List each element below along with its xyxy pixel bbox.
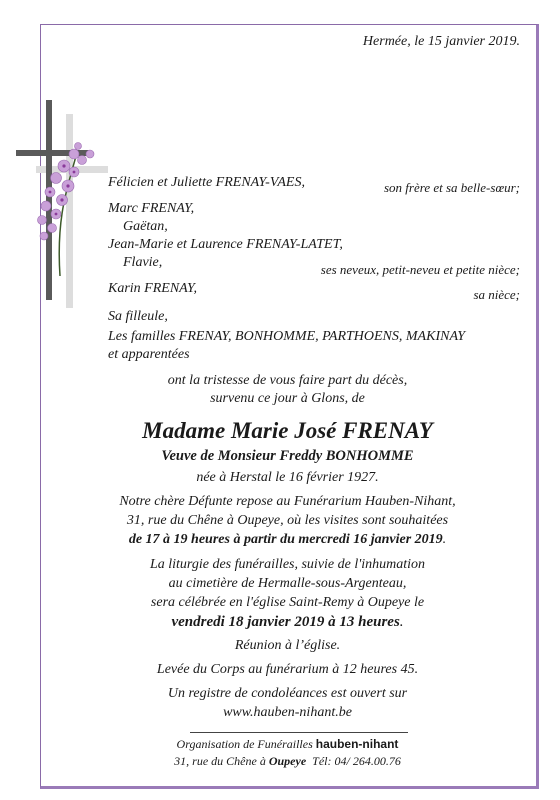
deceased-birth: née à Herstal le 16 février 1927. [196,470,379,485]
family-member: Les familles FRENAY, BONHOMME, PARTHOENS, MAKINAY [108,329,466,344]
family-member: et apparentées [108,347,190,362]
cross-with-orchid-icon [16,96,112,310]
family-member: Marc FRENAY, [108,201,195,216]
family-relation: son frère et sa belle-sœur; [384,180,520,195]
family-relation: ses neveux, petit-neveu et petite nièce; [320,262,520,277]
organizer-brand: hauben-nihant [315,737,399,751]
departure-note: Levée du Corps au funérarium à 12 heures 45. [156,662,419,677]
family-member: Félicien et Juliette FRENAY-VAES, [108,175,305,190]
footer-divider [190,732,408,733]
deceased-spouse: Veuve de Monsieur Freddy BONHOMME [161,448,414,464]
liturgy-line: au cimetière de Hermalle-sous-Argenteau, [168,576,407,591]
family-relation: sa nièce; [473,287,520,302]
registry-url[interactable]: www.hauben-nihant.be [223,705,352,720]
family-member: Jean-Marie et Laurence FRENAY-LATET, [108,237,343,252]
gathering-note: Réunion à l’église. [234,638,341,653]
funeral-datetime-text: vendredi 18 janvier 2019 à 13 heures [171,614,400,630]
organizer-town: Oupeye [268,754,307,768]
visit-line: 31, rue du Chêne à Oupeye, où les visites sont souhaitées [126,513,449,528]
registry-note: Un registre de condoléances est ouvert sur [167,686,408,701]
funeral-datetime: vendredi 18 janvier 2019 à 13 heures. [171,614,404,630]
deceased-name: Madame Marie José FRENAY [142,418,433,443]
visit-hours: de 17 à 19 heures à partir du mercredi 16 janvier 2019. [128,532,447,547]
visit-hours-text: de 17 à 19 heures à partir du mercredi 16 janvier 2019 [128,532,443,547]
family-member: Karin FRENAY, [108,281,197,296]
announce-line: survenu ce jour à Glons, de [210,391,365,406]
visit-line: Notre chère Défunte repose au Funérarium Hauben-Nihant, [119,494,456,509]
family-member: Sa filleule, [108,309,168,324]
organizer-address: 31, rue du Chêne à Oupeye Tél: 04/ 264.00.76 [174,754,401,768]
notice-date: Hermée, le 15 janvier 2019. [362,34,520,49]
family-member: Flavie, [123,255,163,270]
organizer-line: Organisation de Funérailles hauben-nihant [176,737,399,751]
family-member: Gaëtan, [123,219,168,234]
liturgy-line: sera célébrée en l'église Saint-Remy à Oupeye le [150,595,425,610]
liturgy-line: La liturgie des funérailles, suivie de l'inhumation [149,557,426,572]
organizer-phone: Tél: 04/ 264.00.76 [312,754,401,768]
announce-line: ont la tristesse de vous faire part du décès, [167,373,408,388]
